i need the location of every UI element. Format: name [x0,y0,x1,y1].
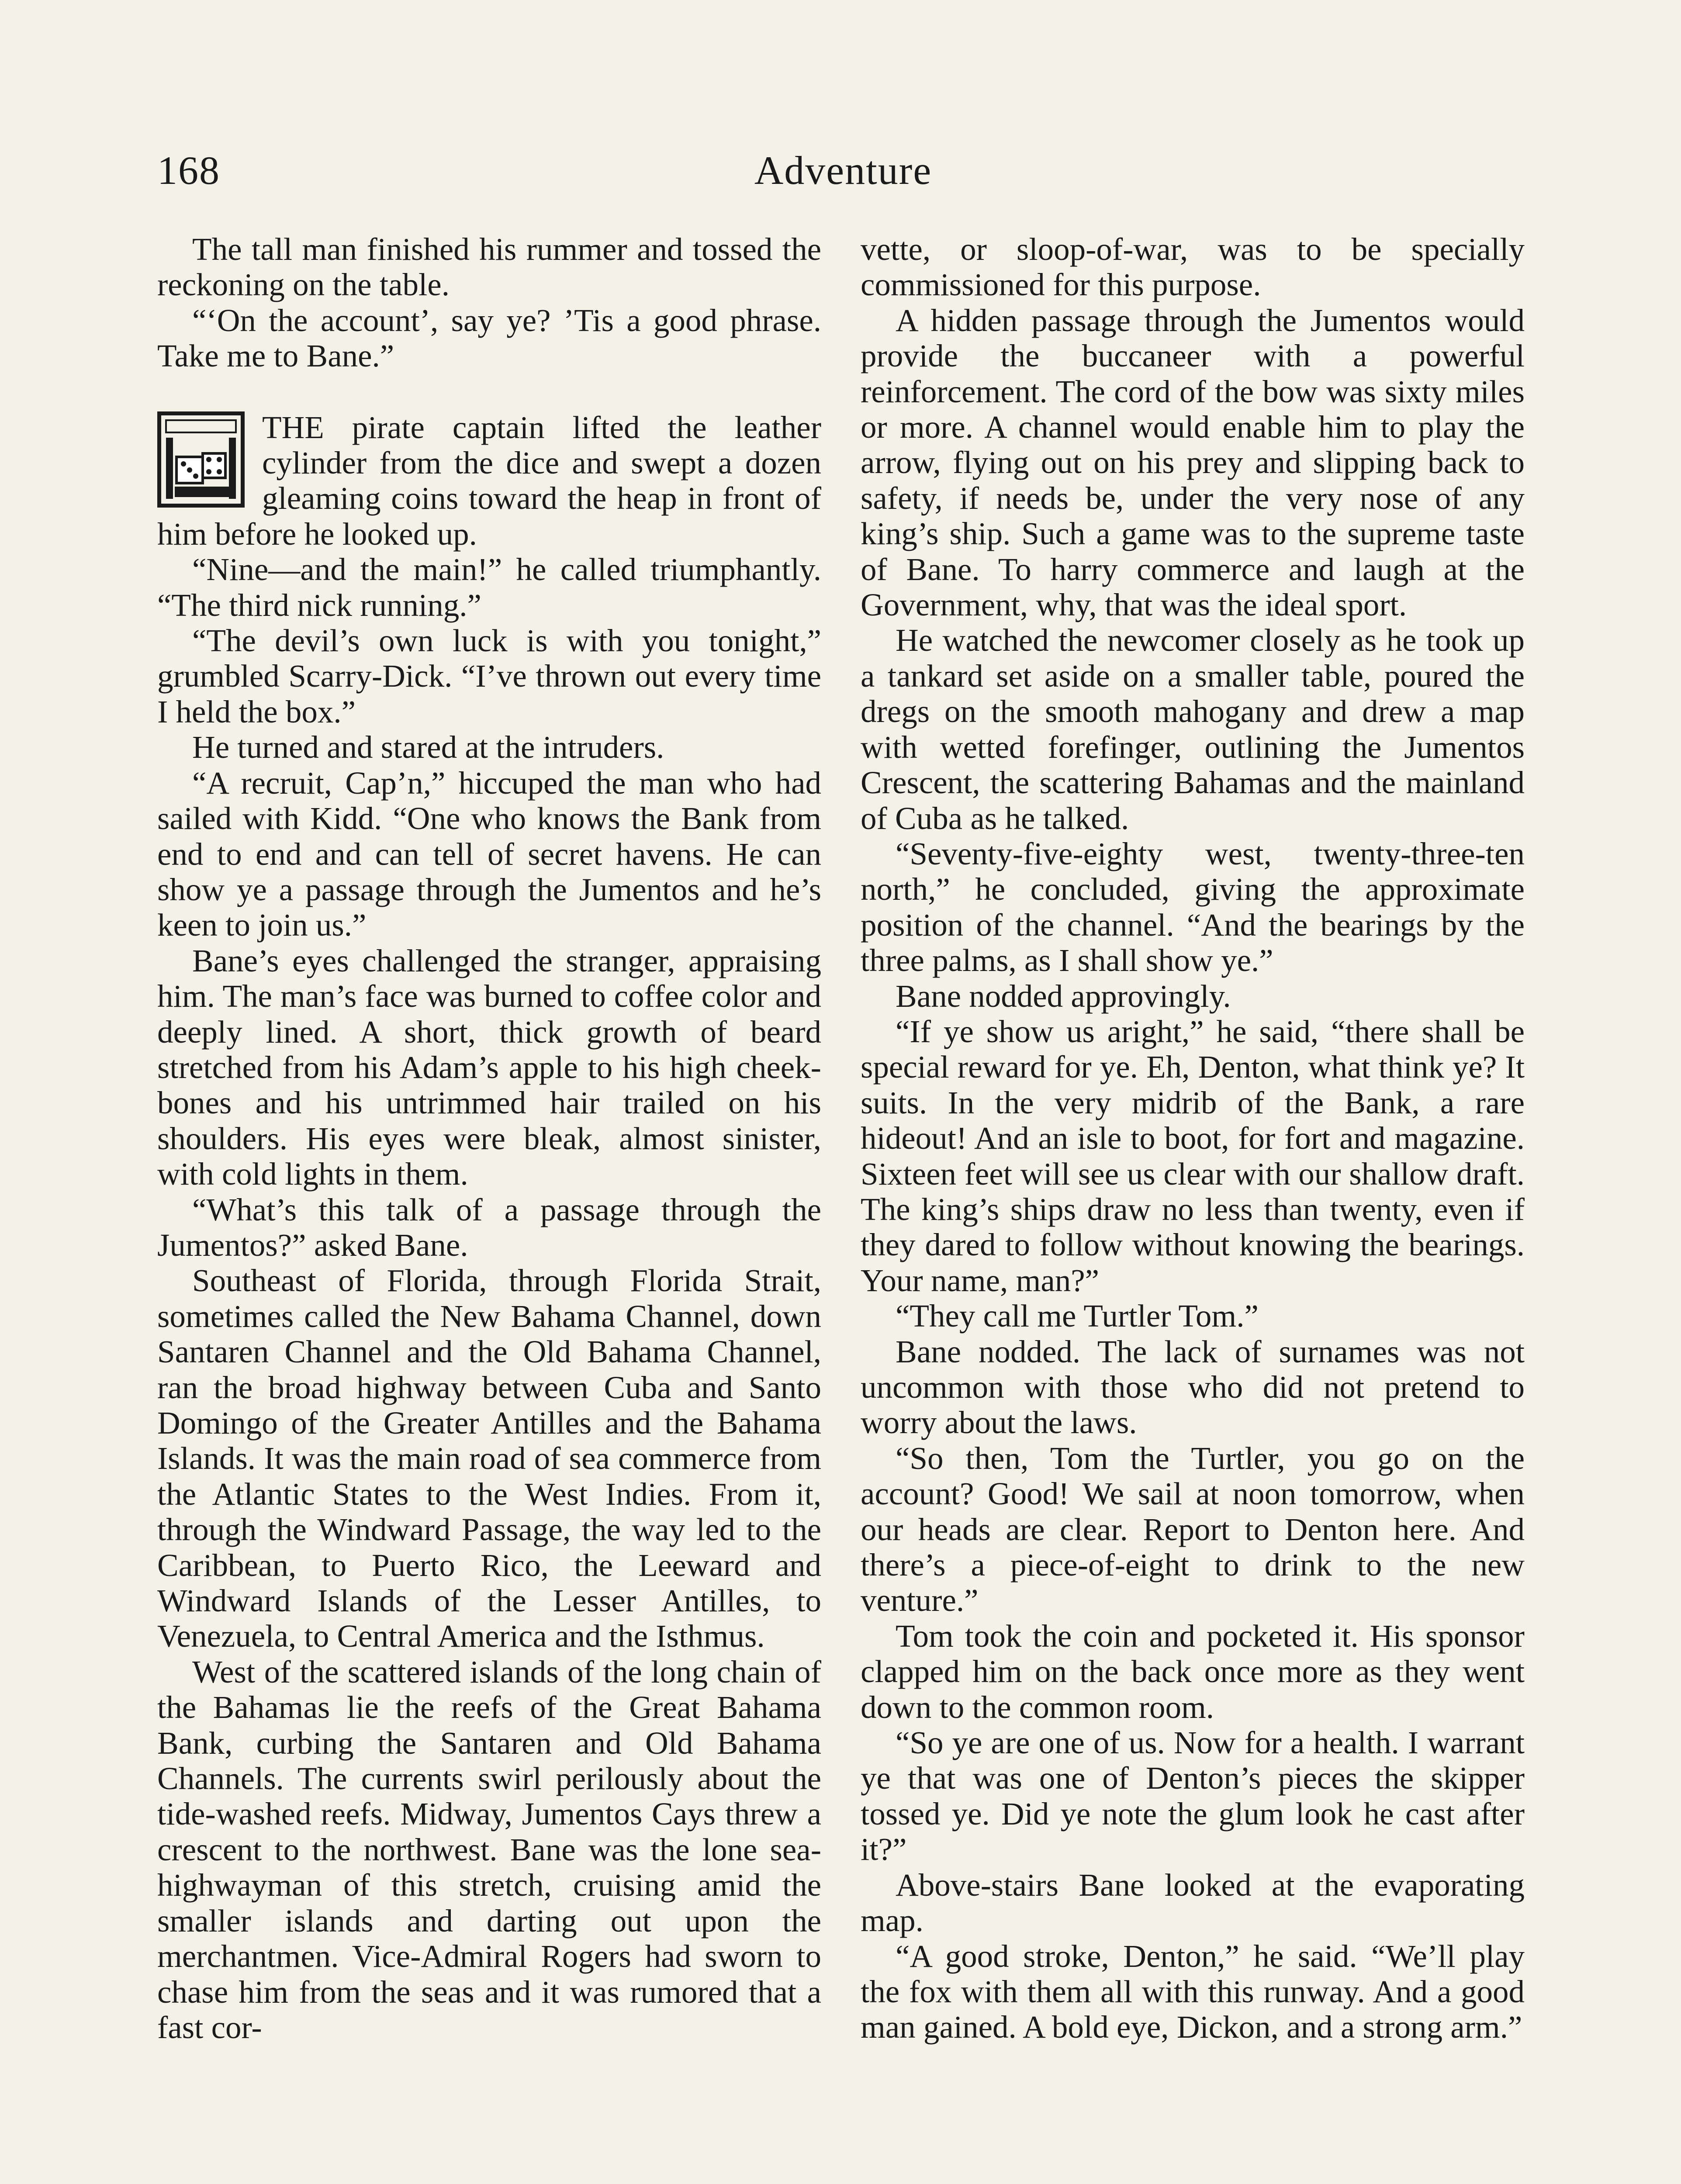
paragraph: Bane’s eyes challenged the stranger, appraising him. The man’s face was burned to coffee color and deeply lined. A short, thick growth of beard stretched from his Adam’s apple to his high cheek-bones and his untrimmed hair trailed on his shoulders. His eyes were bleak, almost sinister, with cold lights in them. [157,943,821,1192]
paragraph: Bane nodded. The lack of surnames was not uncommon with those who did not pretend to worry about the laws. [861,1334,1525,1441]
paragraph: “A good stroke, Denton,” he said. “We’ll play the fox with them all with this runway. And a good man gained. A bold eye, Dickon, and a strong arm.” [861,1938,1525,2045]
paragraph: Southeast of Florida, through Florida Strait, sometimes called the New Bahama Channel, down Santaren Channel and the Old Bahama Channel, ran the broad highway between Cuba and Santo Domingo of the Greater Antilles and the Bahama Islands. It was the main road of sea commerce from the Atlantic States to the West Indies. From it, through the Windward Passage, the way led to the Caribbean, to Puerto Rico, the Leeward and Windward Islands of the Lesser Antilles, to Venezuela, to Central America and the Isthmus. [157,1263,821,1654]
paragraph: “If ye show us aright,” he said, “there shall be special reward for ye. Eh, Denton, what think ye? It suits. In the very midrib of the Bank, a rare hideout! And an isle to boot, for fort and magazine. Sixteen feet will see us clear with our shallow draft. The king’s ships draw no less than twenty, even if they dared to follow without knowing the bearings. Your name, man?” [861,1013,1525,1298]
paragraph: He watched the newcomer closely as he took up a tankard set aside on a smaller table, poured the dregs on the smooth mahogany and drew a map with wetted forefinger, outlining the Jumentos Crescent, the scattering Bahamas and the mainland of Cuba as he talked. [861,622,1525,836]
left-column [157,232,821,2045]
paragraph: “A recruit, Cap’n,” hiccuped the man who had sailed with Kidd. “One who knows the Bank from end to end and can tell of secret havens. He can show ye a passage through the Jumentos and he’s keen to join us.” [157,765,821,943]
right-column [861,232,1525,2045]
paragraph: The tall man finished his rummer and tossed the reckoning on the table. [157,232,821,303]
section-break [157,374,821,410]
paragraph: Tom took the coin and pocketed it. His sponsor clapped him on the back once more as they went down to the common room. [861,1618,1525,1725]
paragraph: vette, or sloop-of-war, was to be specially commissioned for this purpose. [861,232,1525,303]
paragraph: “Nine—and the main!” he called triumphantly. “The third nick running.” [157,552,821,623]
paragraph: He turned and stared at the intruders. [192,729,664,765]
paragraph: “They call me Turtler Tom.” [896,1298,1259,1334]
page-header [157,140,1529,201]
paragraph: Above-stairs Bane looked at the evaporating map. [861,1867,1525,1939]
paragraph: “The devil’s own luck is with you tonight,” grumbled Scarry-Dick. “I’ve thrown out every time I held the box.” [157,623,821,729]
paragraph: “Seventy-five-eighty west, twenty-three-ten north,” he concluded, giving the approximate position of the channel. “And the bearings by the three palms, as I shall show ye.” [861,836,1525,978]
paragraph: A hidden passage through the Jumentos would provide the buccaneer with a powerful reinforcement. The cord of the bow was sixty miles or more. A channel would enable him to play the arrow, flying out on his prey and slipping back to safety, if needs be, under the very nose of any king’s ship. Such a game was to the supreme taste of Bane. To harry commerce and laugh at the Government, why, that was the ideal sport. [861,302,1525,623]
page-number: 168 [157,148,220,193]
paragraph: “So ye are one of us. Now for a health. I warrant ye that was one of Denton’s pieces the skipper tossed ye. Did ye note the glum look he cast after it?” [861,1725,1525,1867]
paragraph-dropcap: THE pirate captain lifted the leather cylinder from the dice and swept a dozen gleaming coins toward the heap in front of him before he looked up. [157,409,821,552]
paragraph: Bane nodded approvingly. [896,978,1231,1014]
running-title: Adventure [754,148,932,193]
paragraph: “So then, Tom the Turtler, you go on the account? Good! We sail at noon tomorrow, when our heads are clear. Report to Denton here. And there’s a piece-of-eight to drink to the new venture.” [861,1440,1525,1618]
paragraph: “‘On the account’, say ye? ’Tis a good phrase. Take me to Bane.” [157,302,821,374]
paragraph: West of the scattered islands of the long chain of the Bahamas lie the reefs of the Great Bahama Bank, curbing the Santaren and Old Bahama Channels. The currents swirl perilously about the tide-washed reefs. Midway, Jumentos Cays threw a crescent to the northwest. Bane was the lone sea-highwayman of this stretch, cruising amid the smaller islands and darting out upon the merchantmen. Vice-Admiral Rogers had sworn to chase him from the seas and it was rumored that a fast cor- [157,1654,821,2045]
dice-illustration-icon [157,411,245,508]
paragraph: “What’s this talk of a passage through the Jumentos?” asked Bane. [157,1192,821,1263]
